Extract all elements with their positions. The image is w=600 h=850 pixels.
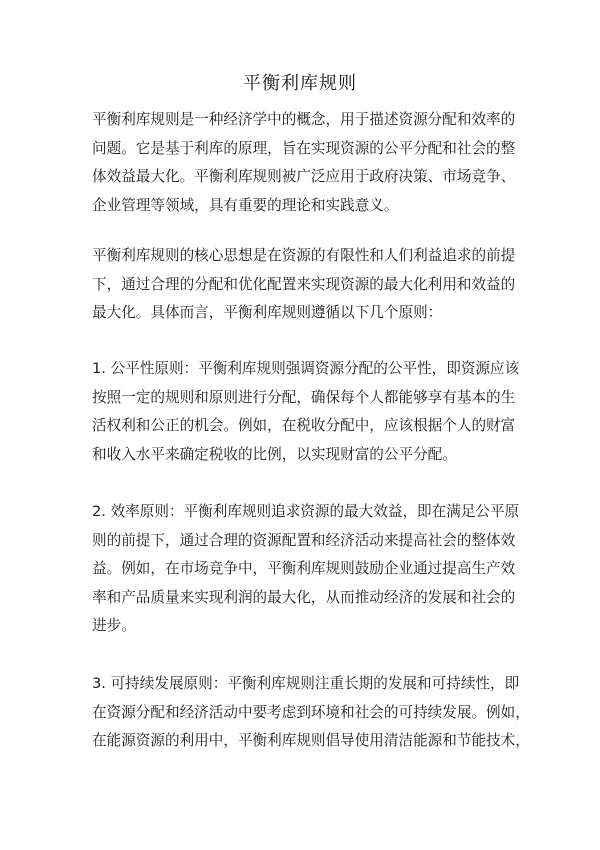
paragraph-line: 平衡利库规则是一种经济学中的概念，用于描述资源分配和效率的	[92, 111, 516, 128]
paragraph-line: 3. 可持续发展原则：平衡利库规则注重长期的发展和可持续性，即	[92, 675, 520, 692]
paragraph-line: 在能源资源的利用中，平衡利库规则倡导使用清洁能源和节能技术，	[92, 732, 530, 749]
paragraph-line: 进步。	[92, 617, 136, 634]
paragraph-line: 活权利和公正的机会。例如，在税收分配中，应该根据个人的财富	[92, 417, 516, 434]
document-title: 平衡利库规则	[243, 73, 357, 94]
paragraph-line: 益。例如，在市场竞争中，平衡利库规则鼓励企业通过提高生产效	[92, 560, 516, 577]
paragraph-line: 1. 公平性原则：平衡利库规则强调资源分配的公平性，即资源应该	[92, 360, 520, 377]
paragraph-line: 则的前提下，通过合理的资源配置和经济活动来提高社会的整体效	[92, 531, 516, 549]
paragraph-line: 问题。它是基于利库的原理，旨在实现资源的公平分配和社会的整	[92, 139, 516, 157]
paragraph-line: 2. 效率原则：平衡利库规则追求资源的最大效益，即在满足公平原	[92, 503, 520, 520]
paragraph-line: 平衡利库规则的核心思想是在资源的有限性和人们利益追求的前提	[92, 247, 516, 264]
paragraph-line: 最大化。具体而言，平衡利库规则遵循以下几个原则：	[92, 304, 443, 321]
paragraph-principle-sustainability	[92, 670, 530, 756]
paragraph-line: 按照一定的规则和原则进行分配，确保每个人都能够享有基本的生	[92, 388, 516, 406]
paragraph-line: 下，通过合理的分配和优化配置来实现资源的最大化利用和效益的	[92, 275, 516, 293]
paragraph-line: 和收入水平来确定税收的比例，以实现财富的公平分配。	[92, 445, 457, 463]
paragraph-line: 率和产品质量来实现利润的最大化，从而推动经济的发展和社会的	[92, 588, 516, 606]
paragraph-core-idea	[92, 242, 517, 328]
paragraph-principle-fairness	[92, 355, 520, 469]
paragraph-line: 企业管理等领域，具有重要的理论和实践意义。	[92, 196, 399, 214]
paragraph-intro	[92, 106, 517, 220]
paragraph-line: 体效益最大化。平衡利库规则被广泛应用于政府决策、市场竞争、	[92, 168, 516, 185]
paragraph-line: 在资源分配和经济活动中要考虑到环境和社会的可持续发展。例如，	[92, 703, 530, 721]
paragraph-principle-efficiency	[92, 498, 520, 641]
